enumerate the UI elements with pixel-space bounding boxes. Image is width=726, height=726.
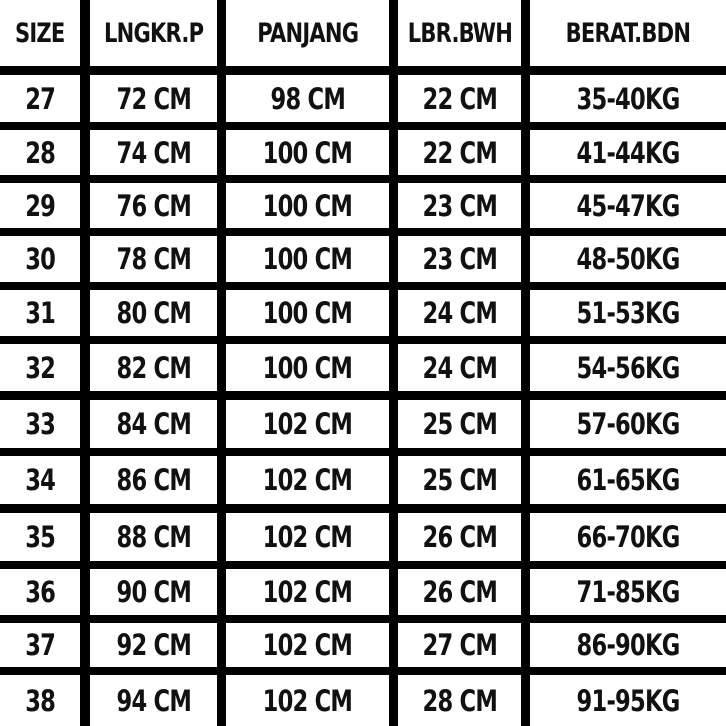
cell-size: 28: [0, 130, 80, 175]
cell-lebar-bawah: 24 CM: [398, 344, 521, 391]
table-row: [0, 183, 726, 228]
cell-panjang: 102 CM: [226, 623, 389, 667]
cell-lingkar-pinggang: 90 CM: [90, 569, 217, 615]
cell-lingkar-pinggang: 92 CM: [90, 623, 217, 667]
cell-lebar-bawah: 27 CM: [398, 623, 521, 667]
table-row: [0, 675, 726, 726]
cell-panjang: 102 CM: [226, 456, 389, 504]
header-lingkar-pinggang: LNGKR.P: [90, 0, 217, 66]
cell-size: 37: [0, 623, 80, 667]
header-lebar-bawah: LBR.BWH: [398, 0, 521, 66]
cell-size: 34: [0, 456, 80, 504]
cell-panjang: 100 CM: [226, 344, 389, 391]
cell-panjang: 100 CM: [226, 130, 389, 175]
cell-size: 29: [0, 183, 80, 228]
header-berat-badan: BERAT.BDN: [530, 0, 726, 66]
cell-lingkar-pinggang: 78 CM: [90, 236, 217, 282]
cell-panjang: 100 CM: [226, 290, 389, 336]
cell-lebar-bawah: 28 CM: [398, 675, 521, 726]
cell-lingkar-pinggang: 86 CM: [90, 456, 217, 504]
header-row: [0, 0, 726, 66]
cell-lingkar-pinggang: 76 CM: [90, 183, 217, 228]
cell-panjang: 102 CM: [226, 569, 389, 615]
cell-lebar-bawah: 22 CM: [398, 130, 521, 175]
cell-lingkar-pinggang: 84 CM: [90, 400, 217, 448]
cell-panjang: 102 CM: [226, 675, 389, 726]
table-row: [0, 513, 726, 561]
table-row: [0, 344, 726, 391]
cell-size: 35: [0, 513, 80, 561]
cell-lingkar-pinggang: 82 CM: [90, 344, 217, 391]
cell-berat-badan: 86-90KG: [530, 623, 726, 667]
cell-berat-badan: 66-70KG: [530, 513, 726, 561]
cell-size: 32: [0, 344, 80, 391]
cell-panjang: 100 CM: [226, 183, 389, 228]
cell-size: 27: [0, 75, 80, 122]
cell-berat-badan: 35-40KG: [530, 75, 726, 122]
table-row: [0, 130, 726, 175]
cell-lebar-bawah: 26 CM: [398, 569, 521, 615]
cell-lebar-bawah: 25 CM: [398, 400, 521, 448]
cell-berat-badan: 45-47KG: [530, 183, 726, 228]
cell-berat-badan: 61-65KG: [530, 456, 726, 504]
cell-lebar-bawah: 23 CM: [398, 236, 521, 282]
header-size: SIZE: [0, 0, 80, 66]
table-row: [0, 75, 726, 122]
cell-lingkar-pinggang: 88 CM: [90, 513, 217, 561]
cell-lebar-bawah: 23 CM: [398, 183, 521, 228]
cell-panjang: 102 CM: [226, 513, 389, 561]
cell-size: 30: [0, 236, 80, 282]
cell-berat-badan: 71-85KG: [530, 569, 726, 615]
cell-size: 38: [0, 675, 80, 726]
cell-berat-badan: 54-56KG: [530, 344, 726, 391]
cell-lingkar-pinggang: 74 CM: [90, 130, 217, 175]
cell-lingkar-pinggang: 94 CM: [90, 675, 217, 726]
table-row: [0, 400, 726, 448]
table-row: [0, 290, 726, 336]
cell-panjang: 102 CM: [226, 400, 389, 448]
cell-lebar-bawah: 22 CM: [398, 75, 521, 122]
cell-lingkar-pinggang: 80 CM: [90, 290, 217, 336]
table-row: [0, 623, 726, 667]
cell-lebar-bawah: 24 CM: [398, 290, 521, 336]
header-panjang: PANJANG: [226, 0, 389, 66]
cell-panjang: 98 CM: [226, 75, 389, 122]
cell-berat-badan: 57-60KG: [530, 400, 726, 448]
table-row: [0, 236, 726, 282]
table-row: [0, 456, 726, 504]
cell-berat-badan: 91-95KG: [530, 675, 726, 726]
cell-panjang: 100 CM: [226, 236, 389, 282]
cell-size: 33: [0, 400, 80, 448]
table-row: [0, 569, 726, 615]
cell-lingkar-pinggang: 72 CM: [90, 75, 217, 122]
cell-size: 36: [0, 569, 80, 615]
cell-berat-badan: 41-44KG: [530, 130, 726, 175]
cell-lebar-bawah: 26 CM: [398, 513, 521, 561]
cell-berat-badan: 51-53KG: [530, 290, 726, 336]
cell-berat-badan: 48-50KG: [530, 236, 726, 282]
cell-lebar-bawah: 25 CM: [398, 456, 521, 504]
cell-size: 31: [0, 290, 80, 336]
